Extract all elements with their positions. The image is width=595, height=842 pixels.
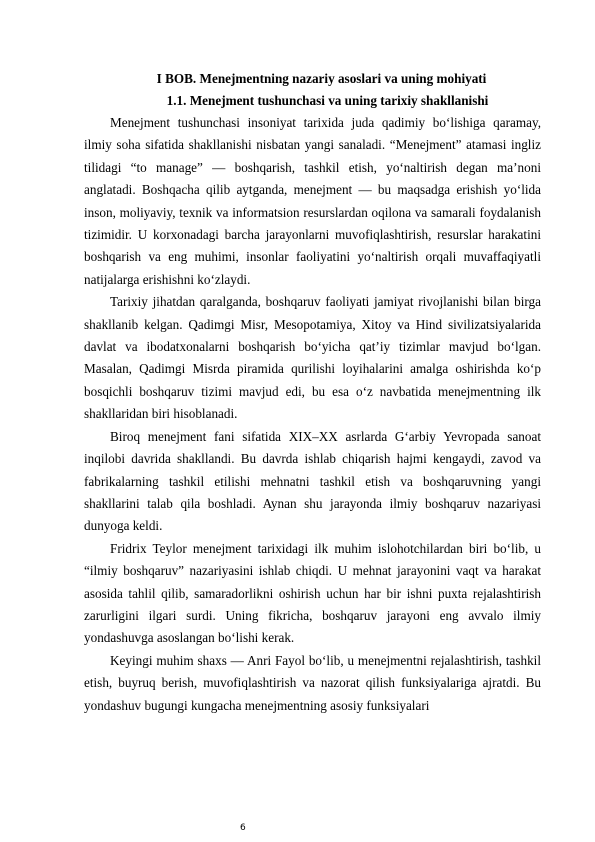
section-title: 1.1. Menejment tushunchasi va uning tarixiy shakllanishi bbox=[166, 93, 489, 108]
paragraph-4: Fridrix Teylor menejment tarixidagi ilk muhim islohotchilardan biri bo‘lib, u “ilmiy boshqaruv” nazariyasini ishlab chiqdi. U mehnat jarayonini vaqt va harakat asosida tahlil qilib, samaradorlikni oshirish uchun har bir ishni puxta rejalashtirish zarurligini ilgari surdi. Uning fikricha, boshqaruv jarayoni eng avvalo ilmiy yondashuvga asoslangan bo‘lishi kerak. bbox=[84, 540, 541, 646]
paragraph-3: Biroq menejment fani sifatida XIX–XX asrlarda G‘arbiy Yevropada sanoat inqilobi davrida shakllandi. Bu davrda ishlab chiqarish hajmi kengaydi, zavod va fabrikalarning tashkil etilishi mehnatni tashkil etish va boshqaruvning yangi shakllarini talab qila boshladi. Aynan shu jarayonda ilmiy boshqaruv nazariyasi dunyoga keldi. bbox=[84, 428, 541, 534]
page-number: 6 bbox=[240, 823, 246, 833]
chapter-title: I BOB. Menejmentning nazariy asoslari va uning mohiyati bbox=[156, 71, 487, 86]
paragraph-1: Menejment tushunchasi insoniyat tarixida juda qadimiy bo‘lishiga qaramay, ilmiy soha sifatida shakllanishi nisbatan yangi sanaladi. “Menejment” atamasi ingliz tilidagi “to manage” — boshqarish, tashkil etish, yo‘naltirish degan ma’noni anglatadi. Boshqacha qilib aytganda, menejment — bu maqsadga erishish yo‘lida inson, moliyaviy, texnik va informatsion resurslardan oqilona va samarali foydalanish tizimidir. U korxonadagi barcha jarayonlarni muvofiqlashtirish, resurslar harakatini boshqarish va eng muhimi, insonlar faoliyatini yo‘naltirish orqali muvaffaqiyatli natijalarga erishishni ko‘zlaydi. bbox=[84, 115, 541, 287]
page-content bbox=[84, 68, 541, 717]
paragraph-2: Tarixiy jihatdan qaralganda, boshqaruv faoliyati jamiyat rivojlanishi bilan birga shakllanib kelgan. Qadimgi Misr, Mesopotamiya, Xitoy va Hind sivilizatsiyalarida davlat va ibodatxonalarni boshqarish bo‘yicha qat’iy tizimlar mavjud bo‘lgan. Masalan, Qadimgi Misrda piramida qurilishi loyihalarini amalga oshirishda ko‘p bosqichli boshqaruv tizimi mavjud edi, bu esa o‘z navbatida menejmentning ilk shakllaridan biri hisoblanadi. bbox=[84, 294, 541, 422]
paragraph-5: Keyingi muhim shaxs — Anri Fayol bo‘lib, u menejmentni rejalashtirish, tashkil etish, buyruq berish, muvofiqlashtirish va nazorat qilish funksiyalariga ajratdi. Bu yondashuv bugungi kungacha menejmentning asosiy funksiyalari bbox=[84, 652, 541, 713]
